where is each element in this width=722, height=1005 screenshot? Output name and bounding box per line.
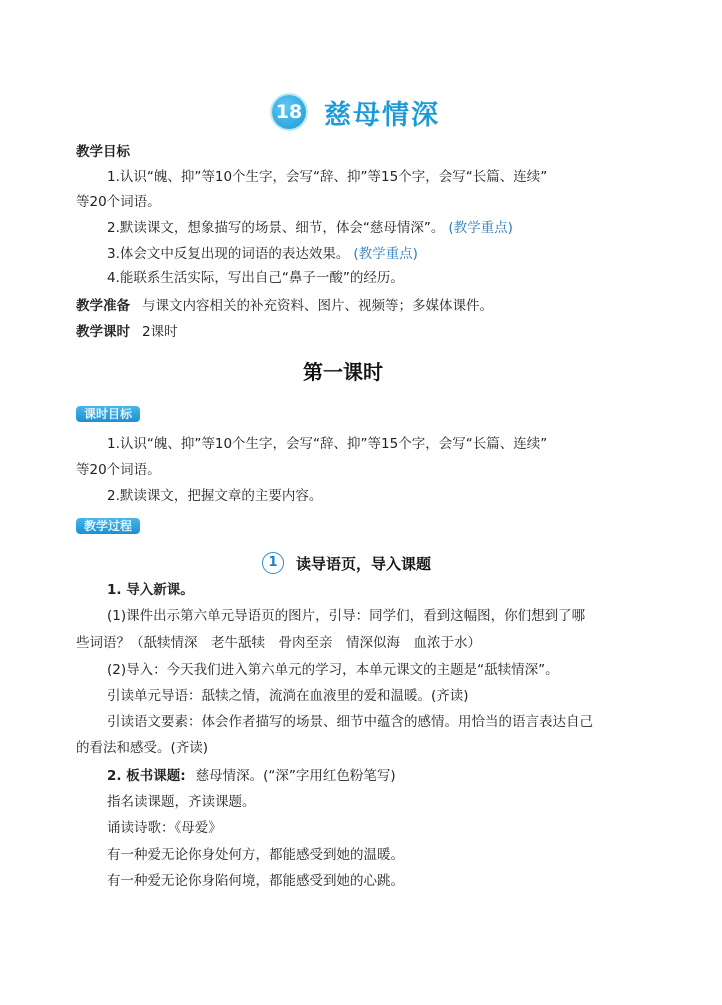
body-p1: 1. 导入新课。	[107, 582, 194, 598]
hours-row	[76, 322, 178, 342]
key-point-tag: (教学重点)	[353, 246, 418, 262]
lesson-goals-pill: 课时目标	[76, 406, 140, 422]
body-p2-line-1: (1)课件出示第六单元导语页的图片，引导：同学们，看到这幅图，你们想到了哪	[107, 608, 586, 624]
body-p9: 有一种爱无论你身处何方，都能感受到她的温暖。	[107, 847, 404, 863]
prep-row	[76, 296, 493, 316]
board-title-text: 慈母情深。(“深”字用红色粉笔写)	[195, 768, 396, 784]
hours-text: 2课时	[142, 324, 178, 340]
body-p10: 有一种爱无论你身陷何境，都能感受到她的心跳。	[107, 873, 404, 889]
lesson-header	[272, 94, 440, 130]
lesson-goal-2: 2.默读课文，把握文章的主要内容。	[107, 488, 323, 504]
body-p8: 诵读诗歌：《母爱》	[107, 820, 222, 836]
first-lesson-heading: 第一课时	[303, 360, 383, 384]
prep-label: 教学准备	[76, 298, 130, 314]
goal-item-2	[107, 218, 513, 238]
body-p3: (2)导入：今天我们进入第六单元的学习，本单元课文的主题是“舐犊情深”。	[107, 662, 559, 678]
goal-item-1-line-2: 等20个词语。	[76, 194, 161, 210]
body-p2-line-2: 些词语？（舐犊情深 老牛舐犊 骨肉至亲 情深似海 血浓于水）	[76, 635, 481, 651]
goal-item-4: 4.能联系生活实际，写出自己“鼻子一酸”的经历。	[107, 270, 404, 286]
step-number-circle: 1	[262, 552, 284, 574]
goal-item-3	[107, 244, 418, 264]
board-title-label: 2. 板书课题:	[107, 768, 186, 784]
lesson-goal-1-line-2: 等20个词语。	[76, 462, 161, 478]
body-p6	[107, 766, 396, 786]
process-pill: 教学过程	[76, 518, 140, 534]
body-p5-line-2: 的看法和感受。(齐读)	[76, 740, 209, 756]
goal-item-3-text: 3.体会文中反复出现的词语的表达效果。	[107, 246, 350, 262]
lesson-goal-1-line-1: 1.认识“魄、抑”等10个生字，会写“辞、抑”等15个字，会写“长篇、连续”	[107, 436, 548, 452]
goal-item-1-line-1: 1.认识“魄、抑”等10个生字，会写“辞、抑”等15个字，会写“长篇、连续”	[107, 169, 548, 185]
step-heading	[262, 552, 431, 574]
lesson-title: 慈母情深	[324, 99, 440, 131]
prep-text: 与课文内容相关的补充资料、图片、视频等；多媒体课件。	[142, 298, 493, 314]
step-title: 读导语页，导入课题	[296, 554, 432, 573]
goals-heading: 教学目标	[76, 144, 130, 160]
goal-item-2-text: 2.默读课文，想象描写的场景、细节，体会“慈母情深”。	[107, 220, 445, 236]
hours-label: 教学课时	[76, 324, 130, 340]
body-p4: 引读单元导语：舐犊之情，流淌在血液里的爱和温暖。(齐读)	[107, 688, 469, 704]
body-p7: 指名读课题，齐读课题。	[107, 794, 256, 810]
body-p5-line-1: 引读语文要素：体会作者描写的场景、细节中蕴含的感情。用恰当的语言表达自己	[107, 714, 593, 730]
lesson-number-badge: 18	[272, 95, 306, 129]
key-point-tag: (教学重点)	[448, 220, 513, 236]
